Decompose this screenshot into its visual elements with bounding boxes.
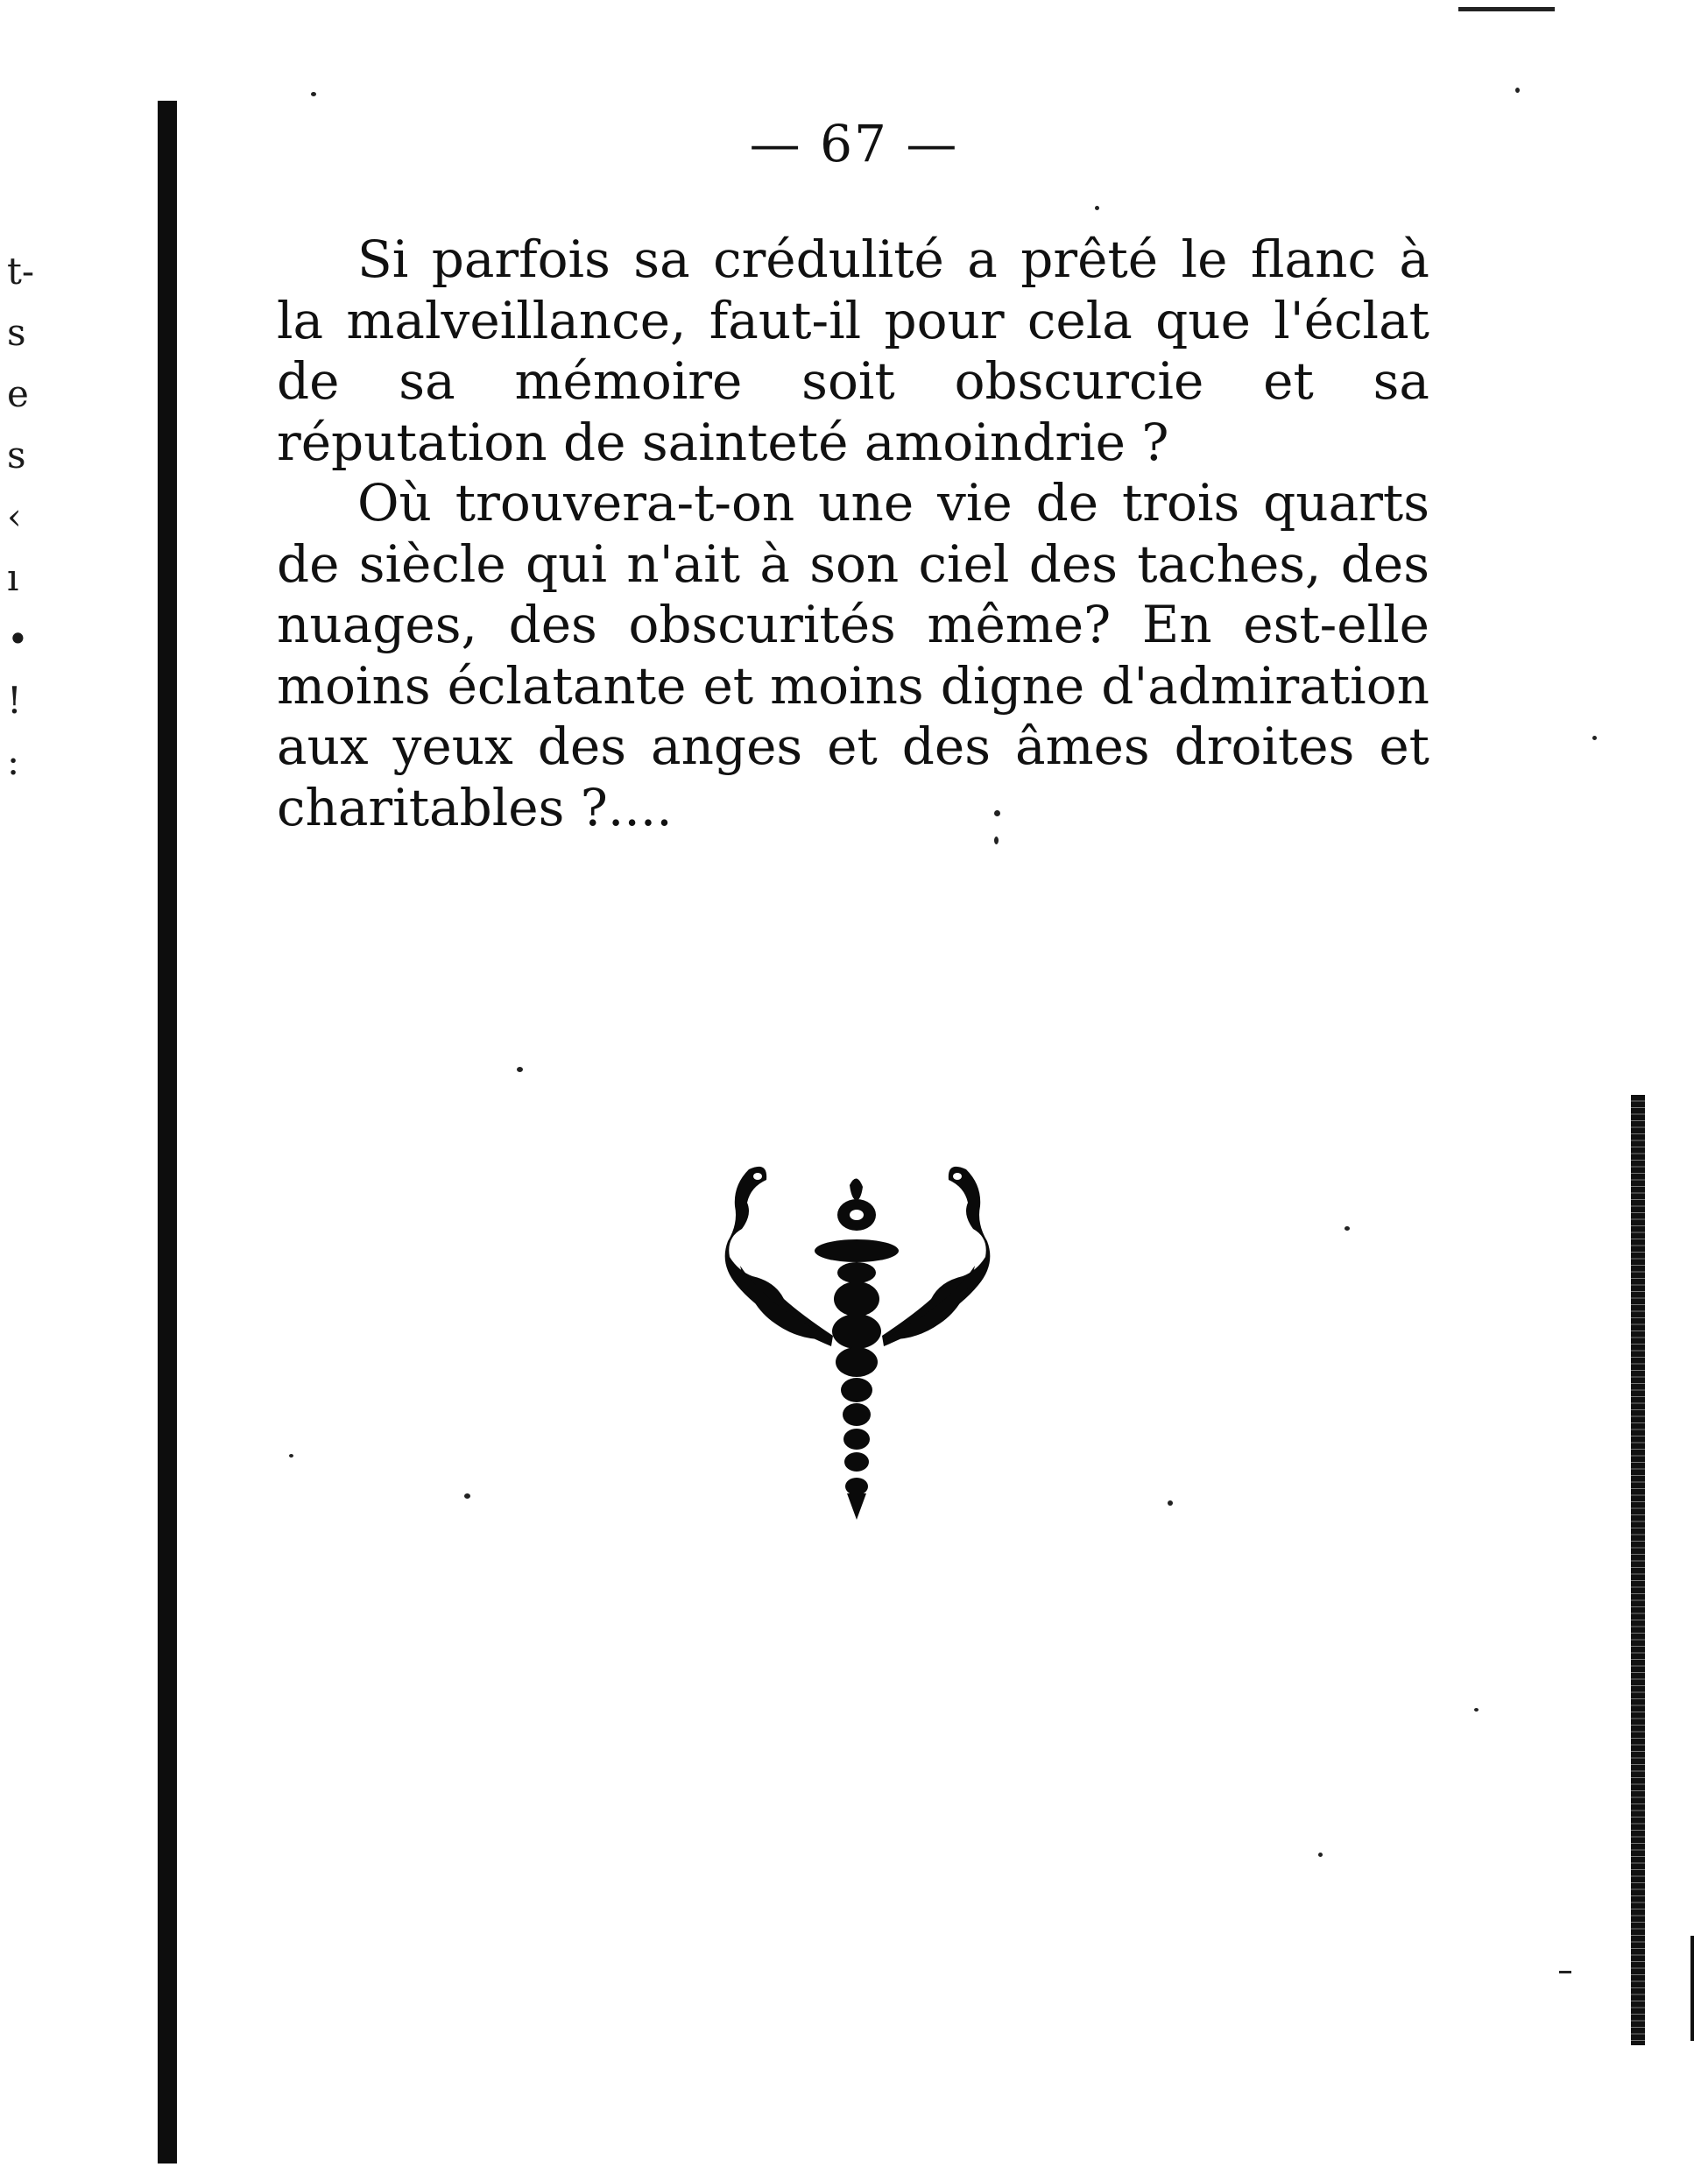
scan-top-rule xyxy=(1458,7,1555,11)
scan-speck xyxy=(289,1454,293,1458)
bleed-char: s xyxy=(7,434,26,476)
paragraph: Si parfois sa crédulité a prêté le flanc à la malveillance, faut-il pour cela que l'éclat de sa mémoire soit obscurcie et sa réputation de sainteté amoindrie ? xyxy=(277,229,1429,472)
scan-right-edge-thin xyxy=(1690,1936,1694,2041)
bleed-char: ! xyxy=(7,679,22,722)
bleed-char: ‹ xyxy=(7,495,22,538)
scan-speck xyxy=(464,1493,470,1499)
bleed-char: • xyxy=(7,618,29,660)
scan-speck xyxy=(1559,1971,1571,1973)
margin-bleed-through xyxy=(7,241,60,793)
fleuron-ornament-icon xyxy=(714,1161,994,1528)
bleed-char: e xyxy=(7,372,29,415)
bleed-char: s xyxy=(7,311,26,354)
scan-speck xyxy=(311,92,316,96)
scan-speck xyxy=(1592,736,1597,740)
bleed-char: : xyxy=(7,740,20,783)
scan-speck xyxy=(1318,1853,1323,1857)
bleed-char: ı xyxy=(7,556,19,599)
binding-edge xyxy=(158,101,177,2163)
paragraph: Où trouvera-t-on une vie de trois quarts de siècle qui n'ait à son ciel des taches, des nuages, des obscurités même? En est-elle moins éclatante et moins digne d'admiration aux yeux des anges et des âmes droites et charitables ?.... xyxy=(277,473,1429,837)
body-text xyxy=(277,229,1429,838)
scan-speck xyxy=(1095,206,1099,210)
bleed-char: t- xyxy=(7,250,35,293)
scan-speck xyxy=(517,1067,523,1072)
scan-right-edge xyxy=(1631,1095,1645,2045)
scan-speck xyxy=(1515,88,1520,93)
page-number: — 67 — xyxy=(749,114,959,173)
scan-speck xyxy=(1345,1226,1350,1231)
scan-speck xyxy=(1474,1708,1479,1712)
scan-speck xyxy=(1168,1500,1173,1506)
